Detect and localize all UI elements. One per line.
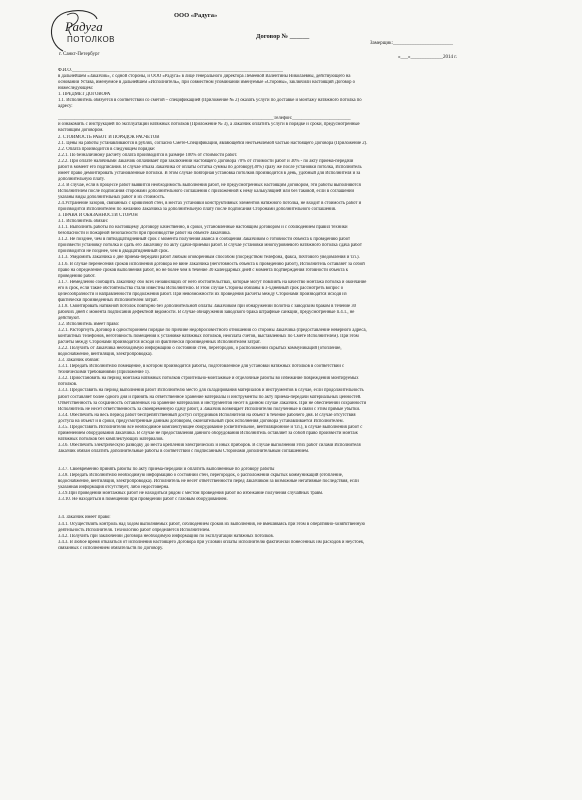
contract-line: его в срок, если такие обстоятельства стали известны Исполнителю. В этом случае Стороны обязаны в 3-хдневный срок рассмотреть вопрос о: [58, 285, 344, 291]
contract-line: 3.2.2. Получить от Заказчика необходимую информацию о состоянии стен, перегородок, о расположении скрытых коммуникаций (отопление,: [58, 346, 342, 352]
contract-line: 3.1. Исполнитель обязан:: [58, 219, 109, 225]
contract-line: 3.3.5. Предоставить Исполнителю все необходимое комплектующее оборудование (осветительное, вентиляционное и т.п.), в случае выполнения работ с: [58, 424, 363, 430]
contract-line: 3.3.6. Обеспечить электрическую разводку до места крепления электрических и иных приборов. В случае выполнения этих работ силами Исполнителя: [58, 442, 361, 448]
company-name: ООО «Радуга»: [174, 12, 218, 19]
contract-line: 3.3.3. Предоставить на период выполнения работ Исполнителю место для складирования материалов и инструментов в случае, если продолжительность: [58, 388, 364, 394]
contract-line: проведению работ.: [58, 273, 96, 279]
contract-line: безопасности и пожарной безопасности при производстве работ на объекте Заказчика.: [58, 231, 231, 237]
city: г. Санкт-Петербург: [59, 52, 100, 57]
contract-line: 3.4.3. В любое время отказаться от исполнения настоящего Договора при условии оплаты исполнителю фактически понесенных им расходов и неустоек,: [58, 539, 365, 545]
contract-line: Исполнитель не несет ответственность за своевременную сдачу работ, а Заказчик возмещает Исполнителю полученные в связи с этим прямые убытки.: [58, 406, 361, 412]
contract-line: применением оборудования Заказчика. В случае не предоставления данного оборудования Исполнитель оставляет за собой право произвести монтаж: [58, 430, 358, 436]
contract-line: 2.2. Оплата производится в следующем порядке:: [58, 146, 156, 152]
contract-line: 1.1. Исполнитель обязуется в соответствии со сметой – спецификацией (Приложение № 2) оказать услуги по доставке и монтажу натяжного потолка по: [58, 98, 362, 104]
contract-line: 3.4.2. Получить при заключении Договора необходимую информацию по эксплуатации натяжных потолков.: [58, 533, 274, 539]
contract-line: 2.2.1. По безналичному расчету оплата производится в размере 100% от стоимости работ.: [58, 152, 238, 158]
contract-line: 3.3.10. Не находиться в помещении при проведении работ с газовым оборудованием.: [58, 497, 228, 503]
contract-line: 3.4. Заказчик имеет право:: [58, 515, 111, 521]
contract-line: потолков.: [58, 382, 78, 388]
contract-line: техническими требованиями (Приложение 1).: [58, 370, 150, 376]
contract-line: право на определение сроков выполнения работ, но не более чем в течение 30 календарных дней с момента подтверждения готовности объекта к: [58, 267, 348, 273]
contract-line: контактных телефонов, неготовность помещения к установке натяжных потолков, неоплата счетов, выставленных по Смете Исполнителем). При этом: [58, 334, 359, 340]
svg-text:Радуга: Радуга: [65, 19, 103, 34]
contract-line: деятельность Исполнителя. Технологию работ определяется Исполнителем.: [58, 527, 211, 533]
contract-line: 3.3.7. Своевременно принять работы по акту приема-передачи и оплатить выполненные по договору работы: [58, 467, 275, 473]
contract-line: действуют.: [58, 315, 80, 321]
contract-line: Ф.И.О.__________________________________________________________________________________________: [58, 68, 283, 73]
contract-line: 3.3.1. Передать Исполнителю помещение, в котором производятся работы, подготовленное для установки натяжных потолков в соответствии с: [58, 364, 345, 370]
contract-line: 3.3.4. Обеспечить на весь период работ беспрепятственный доступ сотрудников Исполнителя на объект в течение рабочего дня. В случае отсутствия: [58, 412, 356, 418]
contract-line: 3.3.8. Передать Исполнителю необходимую информацию о состоянии стен, перегородок, о расположении скрытых коммуникаций (отопление,: [58, 473, 343, 479]
contract-line: 3. ПРАВА И ОБЯЗАННОСТИ СТОРОН: [58, 213, 138, 219]
contract-line: в дальнейшем «Заказчик», с одной стороны, и ООО «Радуга» в лице генерального директора Лемеевой Валентины Николаевны, действующего на: [58, 74, 351, 80]
contract-line: 2. СТОИМОСТЬ РАБОТ И ПОРЯДОК РАСЧЕТОВ: [58, 134, 160, 140]
contract-line: фактически произведенных Исполнителем затрат.: [58, 297, 158, 303]
contract-line: 3.1.6. В случае перенесения сроков исполнения договора не вине Заказчика (неготовность объекта к проведению работ), Исполнитель оставляет за собой: [58, 261, 365, 267]
contract-line: 3.3.9.При проведении монтажных работ не находиться рядом с местом проведения работ во избежание получения случайных травм.: [58, 491, 324, 497]
contract-line: имеет право демонтировать установленные потолки. В этом случае повторная установка потолков производится в день, удобный для Исполнителя и за: [58, 170, 361, 176]
svg-text:ПОТОЛКОВ: ПОТОЛКОВ: [67, 35, 116, 44]
contract-line: работ в момент его подписания. В случае отказа Заказчика от оплаты остатка суммы по договору(30%) сразу же после установки потолка, Исполнитель: [58, 164, 362, 170]
contract-line: 3.1.7. Немедленно сообщить Заказчику обо всех независящих от него обстоятельствах, которые могут повлиять на качество монтажа потолка и окончание: [58, 279, 367, 285]
contract-line: водоснабжение, вентиляция, электропроводка).: [58, 352, 153, 358]
contract-line: 3.1.8. Смонтировать натяжной потолок повторно без дополнительной оплаты Заказчиком при обнаружении полотна с заводским браком в течение 30: [58, 303, 356, 309]
contract-title: Договор № ______: [256, 33, 310, 40]
contract-line: дополнительную плату.: [58, 176, 105, 182]
contract-line: 3.4.1. Осуществлять контроль над ходом выполняемых работ, соблюдением сроков их выполнения, не вмешиваясь при этом в оперативно-хозяйственную: [58, 521, 365, 527]
contract-line: 2.3. В случае, если в процессе работ выявится необходимость выполнения работ, не предусмотренных настоящим договором, эти работы выполняются: [58, 182, 361, 188]
contract-line: настоящим договором.: [58, 128, 104, 134]
contract-line: Ответственность за сохранность оставленных на хранение материалов и инструментов несет в данном случае Заказчик. При не обеспечении сохранности: [58, 400, 367, 406]
contract-line: 2.4.Устранение зазоров, связанных с кривизной стен, в местах установки конструктивных элементов натяжного потолка, не входит в стоимость работ и: [58, 201, 362, 207]
contract-line: 2.2.2. При оплате наличными Заказчик оплачивает при заключении настоящего Договора 70% от стоимости работ и 30% - по акту приема-передачи: [58, 158, 354, 164]
contract-line: Заказчик обязан оплатить дополнительные работы в соответствии с подписанным Сторонами дополнительным соглашением.: [58, 448, 310, 454]
contract-line: основании Устава, именуемое в дальнейшем «Исполнитель», при совместном упоминании именуемые «Стороны», заключили настоящий Договор о: [58, 80, 355, 86]
contract-line: рабочих дней с момента подписания дефектной ведомости. В случае обнаружения заводского брака штрафные санкции, предусмотренные п.4.1., не: [58, 309, 355, 315]
contract-line: водоснабжение, вентиляция, электропроводка). Исполнитель не несёт ответственности перед Заказчиком за возможные негативные последствия, если: [58, 479, 359, 485]
contract-line: производится Исполнителем по желанию Заказчика за дополнительную плату после подписания Сторонами дополнительного соглашения.: [58, 207, 337, 213]
contract-line: указаны виды дополнительных работ и их стоимость.: [58, 194, 166, 200]
contract-line: целесообразности и направленности продолжения работ. При невозможности их проведения расчеты между Сторонами производятся исходя из: [58, 291, 347, 297]
contract-line: указанная информация отсутствует, либо недостоверна.: [58, 485, 170, 491]
contract-line: адресу:: [58, 104, 73, 110]
measurer-field: Замерщик:________________________: [370, 41, 453, 46]
contract-line: и ознакомить с инструкцией по эксплуатации натяжных потолков (Приложение № 3), а Заказчик оплатить услуги в порядке и сроки, предусмотренные: [58, 122, 360, 128]
contract-line: 3.2.1. Расторгнуть Договор в одностороннем порядке по причине недобросовестного отношения со стороны Заказчика (предоставление неверного адреса,: [58, 328, 367, 334]
contract-line: ____________________________________________________________________________________________Телефон:_________________________: [58, 116, 351, 122]
contract-line: нижеследующем:: [58, 86, 94, 92]
contract-line: произвести установку потолка и сдать его Заказчику по акту сдачи-приемки работ. В случае установки многоуровневого натяжного потолка сдача работ: [58, 243, 362, 249]
contract-line: работ составляет более одного дня и принять на ответственное хранение материалы и инструменты по акту приема-передачи материальных ценностей.: [58, 394, 362, 400]
contract-line: связанных с исполнением обязательств по Договору.: [58, 545, 164, 551]
contract-line: 3.1.3. Уведомить Заказчика о дне приема-передачи работ любым оговоренным способом (посредством телефона, факса, почтового уведомления и т.п.).: [58, 255, 360, 261]
contract-line: расчеты между Сторонами производятся исходя из фактически произведенных Исполнителем затрат.: [58, 340, 261, 346]
contract-line: 2.1. Цены на работы устанавливаются в рублях, согласно Смете-Спецификации, являющейся неотъемлемой частью настоящего Договора (Приложение 2).: [58, 140, 368, 146]
contract-line: Исполнителем после подписания сторонами дополнительного соглашения с приложенной к нему калькуляцией или без таковой, если в соглашении: [58, 188, 354, 194]
contract-line: производится не позднее, чем в двадцатидневный срок.: [58, 249, 169, 255]
contract-date: «___»_____________2014 г.: [398, 55, 457, 60]
contract-line: доступа на объект и в сроки, предусмотренные данным договором, окончательный срок исполнения Договора устанавливается Исполнителем.: [58, 418, 344, 424]
contract-line: 3.1.2. Не позднее, чем в пятнадцатидневный срок с момента получения аванса и сообщения Заказчиком о готовности объекта к проведению работ: [58, 237, 351, 243]
contract-line: 3.3.2. Приостановить на период монтажа натяжных потолков строительно-монтажные и отделочные работы во избежание повреждения монтируемых: [58, 376, 359, 382]
contract-body: [58, 68, 562, 552]
contract-line: 1. ПРЕДМЕТ ДОГОВОРА: [58, 92, 111, 98]
contract-line: 3.2. Исполнитель имеет право:: [58, 321, 120, 327]
contract-line: 3.3. Заказчик обязан:: [58, 358, 100, 364]
contract-line: натяжных потолков без комплектующих материалов.: [58, 436, 164, 442]
contract-line: 3.1.1. Выполнить работы по настоящему Договору качественно, в сроки, установленные настоящим договором и с соблюдением правил техники: [58, 225, 348, 231]
